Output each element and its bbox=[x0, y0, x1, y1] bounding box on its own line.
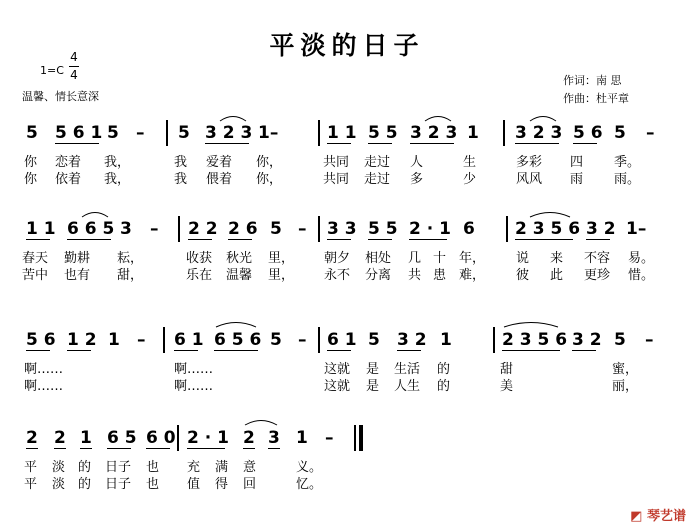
page-title: 平淡的日子 bbox=[269, 31, 425, 60]
slur bbox=[218, 112, 248, 122]
lyric: 你 bbox=[24, 155, 38, 170]
lyric: 里， bbox=[268, 251, 295, 266]
lyric: 依着 bbox=[55, 172, 82, 187]
note: – bbox=[136, 123, 145, 143]
note: 5 bbox=[26, 123, 38, 143]
lyric: 满 bbox=[215, 460, 229, 475]
note: 5 6 bbox=[26, 330, 56, 350]
lyric: 分离 bbox=[365, 268, 392, 283]
lyric: 秋光 bbox=[226, 251, 253, 266]
lyric: 耘， bbox=[117, 251, 144, 266]
lyric: 忆。 bbox=[296, 477, 323, 492]
lyric: 也有 bbox=[64, 268, 91, 283]
underline bbox=[327, 350, 351, 351]
lyric: 共 bbox=[408, 268, 422, 283]
lyric: 你 bbox=[24, 172, 38, 187]
lyric: 风风 bbox=[516, 172, 543, 187]
note: 1– bbox=[258, 123, 279, 143]
lyric: 多 bbox=[410, 172, 424, 187]
lyric: 人 bbox=[410, 155, 424, 170]
lyric: 日子 bbox=[105, 477, 132, 492]
underline bbox=[573, 143, 597, 144]
time-top: 4 bbox=[70, 50, 78, 64]
composer: 作曲：杜平章 bbox=[563, 92, 629, 105]
lyric: 的 bbox=[78, 460, 92, 475]
underline bbox=[174, 350, 198, 351]
underline bbox=[515, 239, 573, 240]
note: 6 5 bbox=[107, 428, 137, 448]
time-divider bbox=[69, 66, 79, 67]
note: 3 3 bbox=[327, 219, 357, 239]
note: 2 · 1 bbox=[187, 428, 229, 448]
note: 1 bbox=[440, 330, 452, 350]
lyric: 少 bbox=[463, 172, 477, 187]
underline bbox=[67, 239, 111, 240]
lyric: 啊…… bbox=[174, 362, 214, 377]
note: 1 1 bbox=[327, 123, 357, 143]
underline bbox=[205, 143, 249, 144]
lyric: 我 bbox=[174, 172, 188, 187]
note: 2 3 5 6 bbox=[502, 330, 568, 350]
lyric: 这就 bbox=[324, 379, 351, 394]
lyric: 平 bbox=[24, 477, 38, 492]
barline bbox=[354, 425, 356, 451]
underline bbox=[243, 448, 255, 449]
watermark-logo bbox=[630, 505, 686, 524]
lyric: 恋着 bbox=[55, 155, 82, 170]
lyric: 收获 bbox=[186, 251, 213, 266]
final-barline bbox=[359, 425, 363, 451]
watermark-icon: ◩ bbox=[630, 509, 643, 524]
lyric: 回 bbox=[243, 477, 257, 492]
note: – bbox=[646, 123, 655, 143]
note: 5 bbox=[270, 219, 282, 239]
note: 3 2 bbox=[397, 330, 427, 350]
lyric: 啊…… bbox=[24, 379, 64, 394]
underline bbox=[80, 448, 92, 449]
underline bbox=[188, 239, 212, 240]
lyric: 义。 bbox=[296, 460, 323, 475]
note: 2 2 bbox=[188, 219, 218, 239]
underline bbox=[572, 350, 596, 351]
note: 3 2 3 bbox=[205, 123, 253, 143]
note: 5 bbox=[107, 123, 119, 143]
lyric: 走过 bbox=[364, 155, 391, 170]
note: 2 bbox=[54, 428, 66, 448]
note: 1– bbox=[626, 219, 647, 239]
underline bbox=[228, 239, 252, 240]
lyric: 走过 bbox=[364, 172, 391, 187]
lyric: 我， bbox=[104, 155, 131, 170]
note: 5 5 bbox=[368, 123, 398, 143]
underline bbox=[214, 350, 258, 351]
lyric: 四 bbox=[570, 155, 584, 170]
barline bbox=[318, 120, 320, 146]
watermark-text: 琴艺谱 bbox=[646, 509, 686, 524]
underline bbox=[54, 448, 66, 449]
note: 2 bbox=[243, 428, 255, 448]
lyric: 易。 bbox=[628, 251, 655, 266]
lyric: 的 bbox=[78, 477, 92, 492]
lyric: 温馨 bbox=[226, 268, 253, 283]
lyricist: 作词：南 思 bbox=[563, 74, 622, 87]
note: 3 bbox=[120, 219, 132, 239]
note: 3 bbox=[268, 428, 280, 448]
note: 2 · 1 bbox=[409, 219, 451, 239]
lyric: 生 bbox=[463, 155, 477, 170]
lyric: 共同 bbox=[323, 155, 350, 170]
lyric: 是 bbox=[366, 362, 380, 377]
note: 5 bbox=[368, 330, 380, 350]
underline bbox=[67, 350, 91, 351]
lyric: 值 bbox=[187, 477, 201, 492]
lyric: 季。 bbox=[614, 155, 641, 170]
note: 6 bbox=[463, 219, 475, 239]
note: 5 bbox=[178, 123, 190, 143]
underline bbox=[187, 448, 225, 449]
slur bbox=[528, 208, 572, 218]
note: 6 0 bbox=[146, 428, 176, 448]
lyric: 更珍 bbox=[584, 268, 611, 283]
note: – bbox=[150, 219, 159, 239]
note: 2 bbox=[26, 428, 38, 448]
note: 1 bbox=[80, 428, 92, 448]
note: 5 bbox=[270, 330, 282, 350]
lyric: 淡 bbox=[52, 477, 66, 492]
note: 1 1 bbox=[26, 219, 56, 239]
note: – bbox=[325, 428, 334, 448]
lyric: 甜， bbox=[117, 268, 144, 283]
barline bbox=[178, 216, 180, 242]
slur bbox=[214, 318, 258, 328]
lyric: 苦中 bbox=[22, 268, 49, 283]
lyric: 彼 bbox=[516, 268, 530, 283]
note: 5 6 1 bbox=[55, 123, 103, 143]
note: 1 2 bbox=[67, 330, 97, 350]
lyric: 年， bbox=[459, 251, 486, 266]
underline bbox=[26, 350, 50, 351]
lyric: 日子 bbox=[105, 460, 132, 475]
note: 3 2 bbox=[572, 330, 602, 350]
time-bottom: 4 bbox=[70, 68, 78, 82]
lyric: 难， bbox=[459, 268, 486, 283]
lyric: 是 bbox=[366, 379, 380, 394]
lyric: 的 bbox=[437, 379, 451, 394]
note: 1 bbox=[467, 123, 479, 143]
underline bbox=[502, 350, 560, 351]
note: 1 bbox=[296, 428, 308, 448]
underline bbox=[26, 239, 50, 240]
underline bbox=[409, 239, 447, 240]
barline bbox=[318, 216, 320, 242]
lyric: 不容 bbox=[584, 251, 611, 266]
lyric: 我， bbox=[104, 172, 131, 187]
lyric: 共同 bbox=[323, 172, 350, 187]
lyric: 美 bbox=[500, 379, 514, 394]
lyric: 多彩 bbox=[516, 155, 543, 170]
note: 6 5 6 bbox=[214, 330, 262, 350]
note: – bbox=[645, 330, 654, 350]
underline bbox=[107, 448, 131, 449]
barline bbox=[503, 120, 505, 146]
underline bbox=[368, 143, 392, 144]
note: 3 2 3 bbox=[410, 123, 458, 143]
lyric: 勤耕 bbox=[64, 251, 91, 266]
lyric: 这就 bbox=[324, 362, 351, 377]
note: 2 6 bbox=[228, 219, 258, 239]
barline bbox=[506, 216, 508, 242]
underline bbox=[515, 143, 559, 144]
note: 3 2 3 bbox=[515, 123, 563, 143]
lyric: 雨 bbox=[570, 172, 584, 187]
lyric: 患 bbox=[433, 268, 447, 283]
barline bbox=[318, 327, 320, 353]
barline bbox=[493, 327, 495, 353]
barline bbox=[166, 120, 168, 146]
lyric: 里， bbox=[268, 268, 295, 283]
underline bbox=[327, 143, 351, 144]
underline bbox=[368, 239, 392, 240]
lyric: 人生 bbox=[394, 379, 421, 394]
lyric: 充 bbox=[187, 460, 201, 475]
lyric: 啊…… bbox=[174, 379, 214, 394]
underline bbox=[55, 143, 99, 144]
lyric: 得 bbox=[215, 477, 229, 492]
lyric: 也 bbox=[146, 460, 160, 475]
note: 5 5 bbox=[368, 219, 398, 239]
underline bbox=[327, 239, 351, 240]
note: 5 6 bbox=[573, 123, 603, 143]
note: 6 1 bbox=[327, 330, 357, 350]
lyric: 意 bbox=[243, 460, 257, 475]
lyric: 惜。 bbox=[628, 268, 655, 283]
underline bbox=[146, 448, 170, 449]
note: 5 bbox=[614, 330, 626, 350]
slur bbox=[502, 318, 560, 328]
note: 5 bbox=[614, 123, 626, 143]
slur bbox=[423, 112, 453, 122]
note: 1 bbox=[108, 330, 120, 350]
lyric: 的 bbox=[437, 362, 451, 377]
note: 6 6 5 bbox=[67, 219, 115, 239]
note: 3 2 bbox=[586, 219, 616, 239]
note: 6 1 bbox=[174, 330, 204, 350]
key-signature: 1=C bbox=[40, 64, 64, 77]
mood-marking: 温馨、情长意深 bbox=[22, 90, 99, 103]
note: – bbox=[298, 330, 307, 350]
lyric: 你， bbox=[256, 172, 283, 187]
lyric: 此 bbox=[550, 268, 564, 283]
underline bbox=[26, 448, 38, 449]
lyric: 生活 bbox=[394, 362, 421, 377]
lyric: 爱着 bbox=[206, 155, 233, 170]
note: 2 3 5 6 bbox=[515, 219, 581, 239]
lyric: 偎着 bbox=[206, 172, 233, 187]
lyric: 啊…… bbox=[24, 362, 64, 377]
lyric: 春天 bbox=[22, 251, 49, 266]
barline bbox=[177, 425, 179, 451]
lyric: 永不 bbox=[324, 268, 351, 283]
underline bbox=[268, 448, 280, 449]
underline bbox=[586, 239, 610, 240]
lyric: 十 bbox=[433, 251, 447, 266]
lyric: 丽， bbox=[612, 379, 639, 394]
slur bbox=[528, 112, 558, 122]
underline bbox=[397, 350, 421, 351]
slur bbox=[80, 208, 110, 218]
lyric: 蜜， bbox=[612, 362, 639, 377]
underline bbox=[410, 143, 454, 144]
lyric: 雨。 bbox=[614, 172, 641, 187]
lyric: 说 bbox=[516, 251, 530, 266]
lyric: 淡 bbox=[52, 460, 66, 475]
barline bbox=[163, 327, 165, 353]
note: – bbox=[137, 330, 146, 350]
lyric: 我 bbox=[174, 155, 188, 170]
lyric: 甜 bbox=[500, 362, 514, 377]
lyric: 朝夕 bbox=[324, 251, 351, 266]
lyric: 也 bbox=[146, 477, 160, 492]
slur bbox=[243, 416, 279, 426]
note: – bbox=[298, 219, 307, 239]
lyric: 相处 bbox=[365, 251, 392, 266]
lyric: 几 bbox=[408, 251, 422, 266]
lyric: 平 bbox=[24, 460, 38, 475]
lyric: 乐在 bbox=[186, 268, 213, 283]
lyric: 你， bbox=[256, 155, 283, 170]
lyric: 来 bbox=[550, 251, 564, 266]
